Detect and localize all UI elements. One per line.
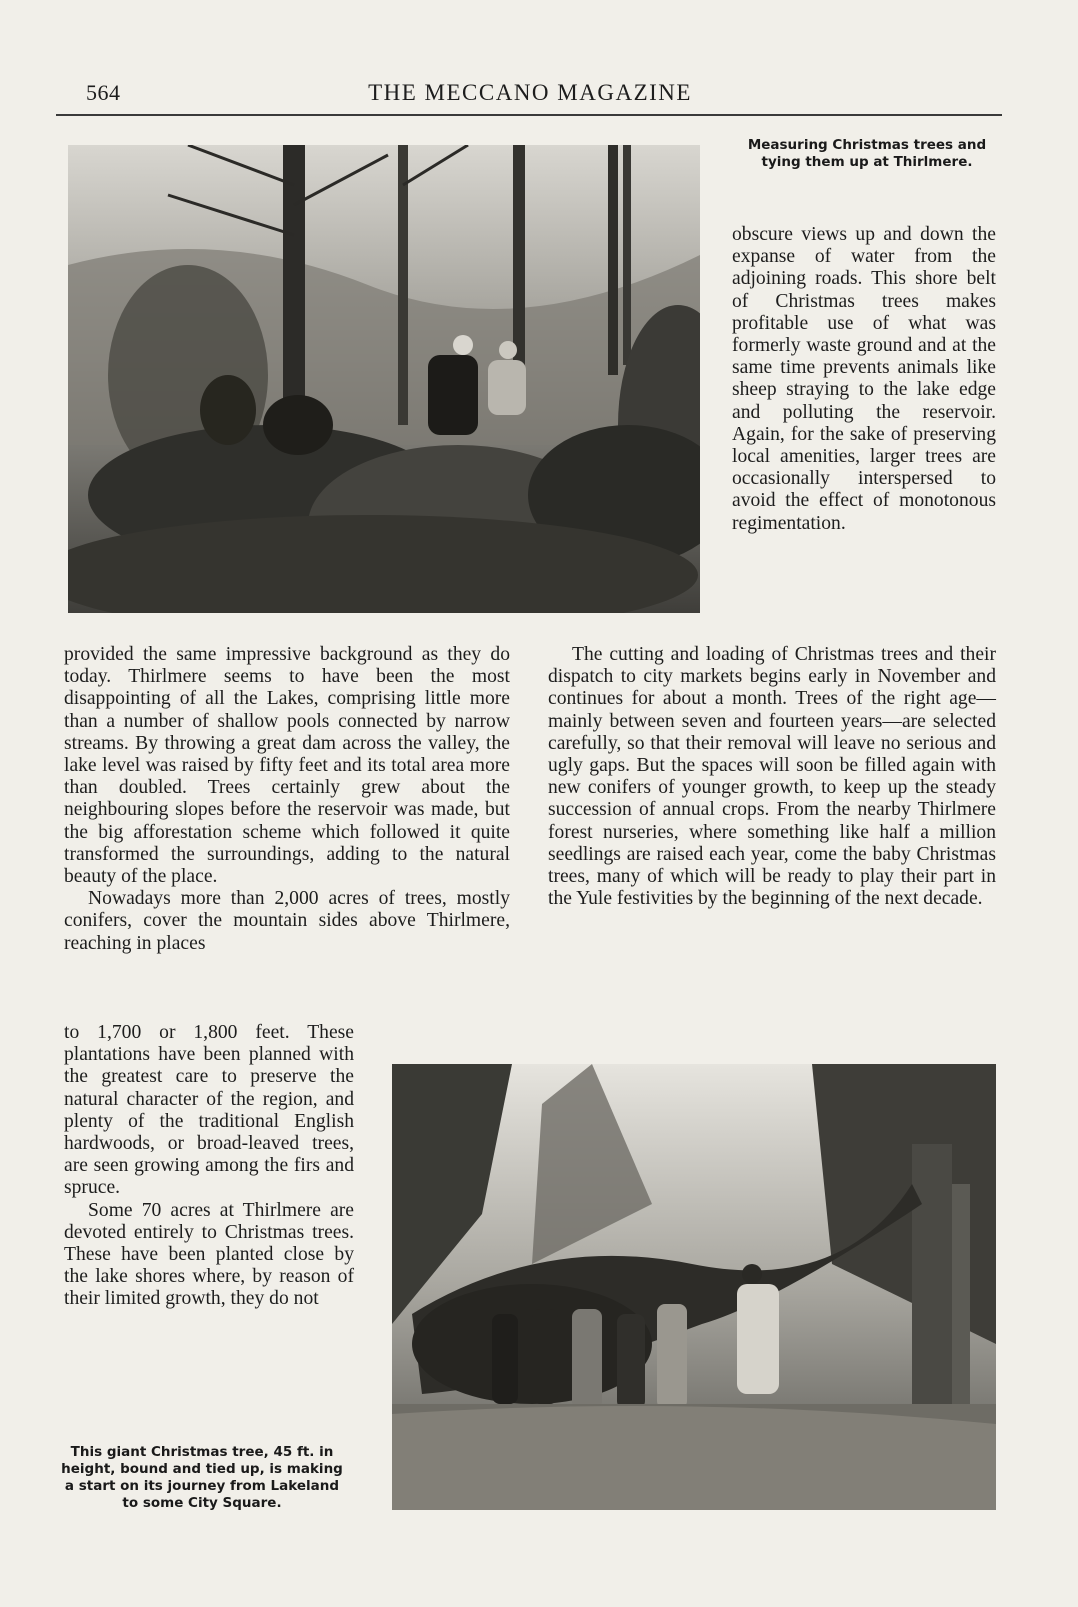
article-paragraph: obscure views up and down the expanse of water from the adjoining roads. This shore belt of Christmas trees makes profitable use of what was formerly waste ground and at the same time prevents animals like sheep straying to the lake edge and polluting the reservoir. Again, for the sake of preserving local amenities, larger trees are occasionally interspersed to avoid the effect of monotonous regimentation. (732, 224, 996, 534)
page-number: 564 (86, 80, 121, 105)
article-paragraph: to 1,700 or 1,800 feet. These plantations have been planned with the greatest care to preserve the natural character of the region, and plenty of the traditional English hardwoods, or broad-leaved trees, are seen growing among the firs and spruce. (64, 1022, 354, 1199)
article-paragraph (64, 1200, 354, 1311)
photo-giant-christmas-tree (392, 1064, 996, 1510)
magazine-title: THE MECCANO MAGAZINE (368, 80, 692, 105)
article-text-right-mid (548, 644, 996, 910)
caption-bottom: This giant Christmas tree, 45 ft. in height, bound and tied up, is making a start on its journey from Lakeland to some City Square. (61, 1444, 343, 1511)
article-text-left-main (64, 644, 510, 955)
caption-top: Measuring Christmas trees and tying them up at Thirlmere. (747, 137, 987, 170)
article-text-left-narrow (64, 1022, 354, 1311)
photo-measuring-trees (68, 145, 700, 613)
article-paragraph (548, 644, 996, 910)
header-rule (56, 114, 1002, 116)
article-paragraph-text: The cutting and loading of Christmas trees and their dispatch to city markets begins early in November and continues for about a month. Trees of the right age—mainly between seven and fourteen years—are selected carefully, so that their removal will leave no serious and ugly gaps. But the spaces will soon be filled again with new conifers of younger growth, to keep up the steady succession of annual crops. From the nearby Thirlmere forest nurseries, where something like half a million seedlings are raised each year, come the baby Christmas trees, many of which will be ready to play their part in the Yule festivities by the beginning of the next decade. (548, 644, 996, 910)
article-paragraph-text: Some 70 acres at Thirlmere are devoted entirely to Christmas trees. These have been planted close by the lake shores where, by reason of their limited growth, they do not (64, 1199, 354, 1310)
article-paragraph-text: Nowadays more than 2,000 acres of trees, mostly conifers, cover the mountain sides above Thirlmere, reaching in places (64, 888, 510, 954)
article-paragraph: provided the same impressive background as they do today. Thirlmere seems to have been the most disappointing of all the Lakes, comprising little more than a number of shallow pools connected by narrow streams. By throwing a great dam across the valley, the lake level was raised by fifty feet and its total area more than doubled. Trees certainly grew about the neighbouring slopes before the reservoir was made, but the big afforestation scheme which followed it quite transformed the surroundings, adding to the natural beauty of the place. (64, 644, 510, 888)
article-paragraph (64, 888, 510, 955)
article-text-right-top (732, 224, 996, 535)
